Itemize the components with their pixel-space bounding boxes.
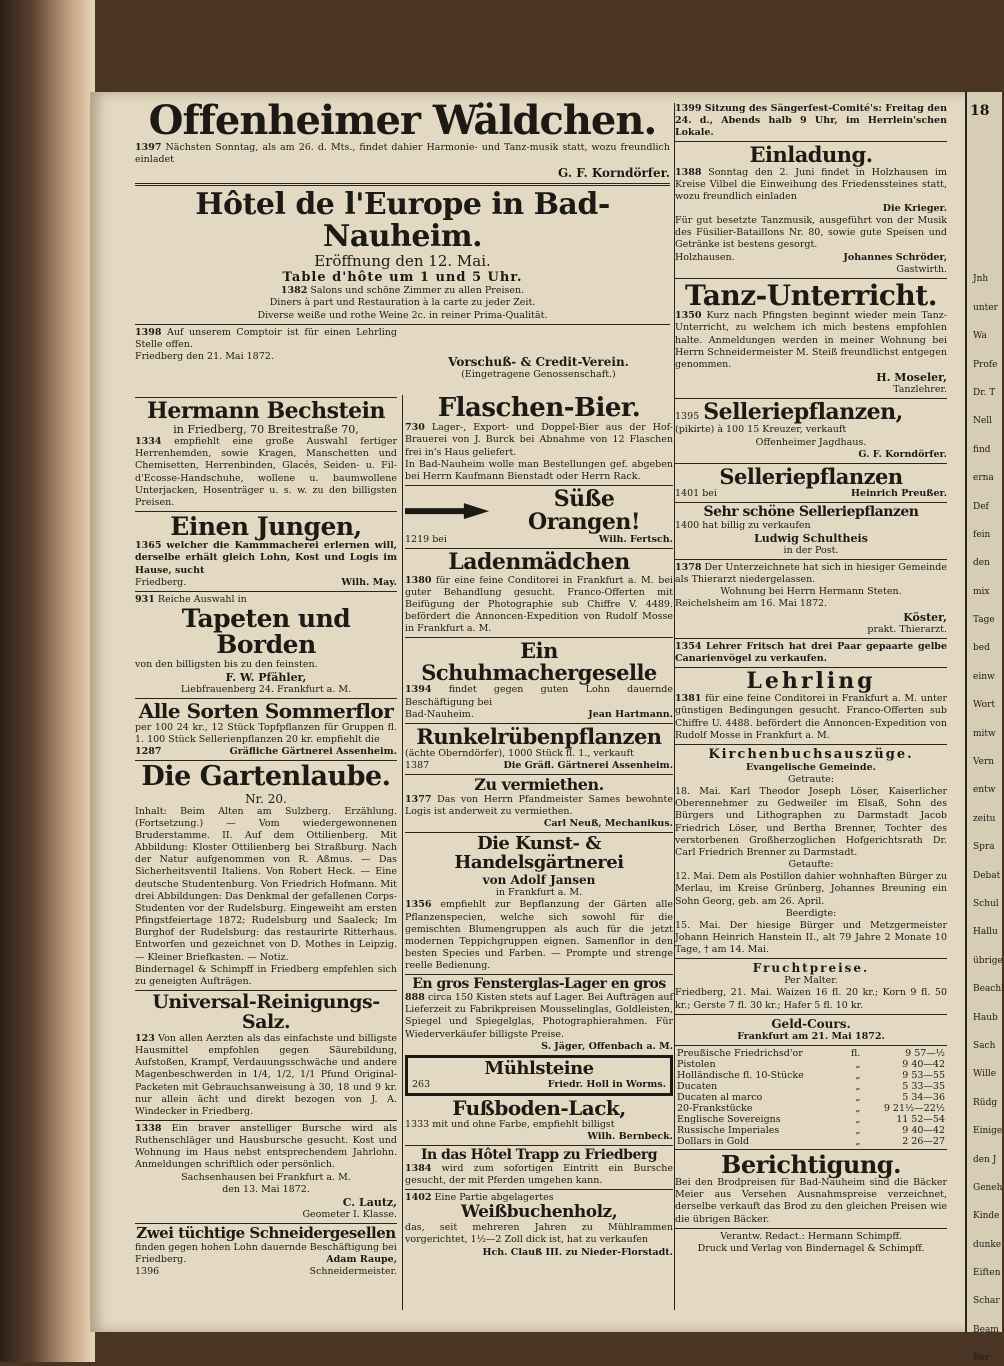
ad-place: Holzhausen. (675, 251, 735, 263)
facing-page-fragment: Tage (973, 615, 995, 626)
facing-page-fragment: dunke (973, 1239, 1002, 1250)
ad-text: Nächsten Sonntag, als am 26. d. Mts., findet dahier Harmonie- und Tanz-musik statt, wozu freundlich einladet (135, 142, 670, 166)
ad-place: Friedberg. (135, 576, 187, 588)
facing-page-fragment: unter (973, 302, 998, 313)
imprint-line: Druck und Verlag von Bindernagel & Schimpff. (697, 1242, 925, 1254)
facing-page-fragment: Beachl (973, 984, 1004, 995)
facing-page-fragment: Eiften (973, 1268, 1001, 1279)
ad-line: Table d'hôte um 1 und 5 Uhr. (282, 270, 523, 286)
ad-text: Von allen Aerzten als das einfachste und billigste Hausmittel empfohlen gegen Säurebildung, Aufstoßen, Krampf, Verdauungsschwäche und andere Magenbeschwerden in 1/4, 1/2, 1/1 Pfund Original-Packeten mit Gebrauchsanweisung à 30, 18 und 9 kr. nur allein ächt und direkt bezogen von J. A. Windecker in Friedberg. (135, 1032, 397, 1117)
ad-title: Flaschen-Bier. (437, 393, 641, 423)
ad-title: Runkelrübenpflanzen (416, 723, 662, 749)
exchange-rate-row (675, 1103, 947, 1114)
facing-page-fragment: Beam (973, 1324, 999, 1335)
column-rule (402, 395, 403, 1310)
currency-name: Pistolen (677, 1058, 716, 1070)
currency-name: Holländische fl. 10-Stücke (677, 1069, 804, 1081)
ad-text: hat billig zu verkaufen (702, 519, 811, 531)
ad-role: Schneidermeister. (309, 1266, 397, 1278)
exchange-rate-row (675, 1125, 947, 1136)
ad-subtitle: in Frankfurt a. M. (495, 887, 583, 899)
ad-number: 1400 (675, 519, 700, 531)
ad-text: empfiehlt zur Bepflanzung der Gärten alle Pflanzenspecien, welche sich sowohl für die gemischten Blumengruppen als auch für die jetzt modernen Teppichgruppen eignen. Samenflor in den besten Species und Farben. — Prompte und strenge reelle Bedienung. (405, 899, 673, 972)
exchange-rate-row (675, 1059, 947, 1070)
ad-signature: Friedr. Holl in Worms. (547, 1078, 666, 1090)
ad-text: Lehrer Fritsch hat drei Paar gepaarte gelbe Canarienvögel zu verkaufen. (675, 640, 947, 664)
ad-title: Berichtigung. (721, 1149, 901, 1179)
currency-name: Ducaten al marco (677, 1091, 763, 1103)
ad-text: bei (702, 487, 717, 499)
facing-page-fragment: Hallu (973, 927, 998, 938)
ad-text: Ein braver anstelliger Bursche wird als Ruthenschläger und Hausbursche gesucht. Kost und Wohnung im Haus nebst entsprechendem Jahrlohn. Anmeldungen schriftlich oder persönlich. (135, 1123, 397, 1171)
ad-number: 1338 (135, 1123, 162, 1134)
facing-page-fragment: mix (973, 586, 990, 597)
ad-title: Weißbuchenholz, (460, 1202, 618, 1223)
ad-text: Sonntag den 2. Juni findet in Holzhausen im Kreise Vilbel die Einweihung des Friedenssteines statt, wozu freundlich einladen (675, 166, 947, 202)
top-wide-column (135, 97, 670, 380)
facing-page-fragment: Wa (973, 331, 987, 342)
currency-unit: „ (855, 1113, 861, 1125)
ad-text: Auf unserem Comptoir ist für einen Lehrling Stelle offen. (135, 326, 397, 350)
ad-number: 931 (135, 593, 155, 605)
ad-text: Wohnung bei Herrn Hermann Steten. (720, 586, 902, 598)
ad-number: 888 (405, 992, 425, 1004)
ad-text: (ächte Oberndörfer), 1000 Stück fl. 1., verkauft (405, 747, 634, 759)
ad-role: prakt. Thierarzt. (867, 623, 947, 635)
ad-text: In Bad-Nauheim wolle man Bestellungen gef. abgeben bei Herrn Kaufmann Bienstadt oder Herrn Rack. (405, 458, 673, 482)
ad-number: 1333 (405, 1118, 430, 1130)
ad-text: empfiehlt eine große Auswahl fertiger Herrenhemden, sowie Kragen, Manschetten und Chemisetten, Herrenbinden, Glacés, Seiden- u. Fil-d'Ecosse-Handschuhe, wollene u. baumwollene Unterjacken, Hosenträger u. s. w. zu den billigsten Preisen. (135, 436, 397, 508)
facing-page-edge (965, 92, 1004, 1364)
currency-unit: „ (855, 1124, 861, 1136)
ad-number: 1397 (135, 142, 162, 153)
facing-page-fragment: Kinde (973, 1211, 1000, 1222)
section-text: 12. Mai. Dem als Postillon dahier wohnhaften Bürger zu Merlau, im Kreise Grünberg, Johannes Breuning ein Sohn Georg, geb. am 26. April. (675, 871, 947, 907)
ad-title: In das Hôtel Trapp zu Friedberg (420, 1147, 658, 1164)
facing-page-fragment: Ber (973, 1353, 990, 1364)
ad-line: Diverse weiße und rothe Weine 2c. in reiner Prima-Qualität. (257, 309, 548, 321)
ad-text: Inhalt: Beim Alten am Sulzberg. Erzählung. (Fortsetzung.) — Vom wiedergewonnenen Bruderstamme. II. Auf dem Ottilienberg. Mit Abbildung: Kloster Ottilienberg bei Straßburg. Nach der Natur aufgenommen von R. Aßmus. — Das Sicherheitsventil Italiens. Von Robert Heck. — Eine deutsche Studentenburg. Von Friedrich Hofmann. Mit drei Abbildungen: Das Denkmal der gefallenen Corps-Studenten vor der Rudelsburg. Eingeweiht am ersten Pfingstfeiertage 1872; Rudelsburg und Saaleck; Im Burghof der Rudelsburg: das restaurirte Ritterhaus. Entworfen und gezeichnet von D. Mothes in Leipzig. — Kleiner Briefkasten. — Notiz. (135, 805, 397, 963)
currency-value: 5 34—36 (902, 1091, 945, 1103)
ad-text: bei (432, 534, 447, 546)
ad-number: 1287 (135, 746, 162, 758)
ad-title: Ladenmädchen (448, 549, 630, 576)
ad-footer: Bindernagel & Schimpff in Friedberg empfehlen sich zu geneigten Aufträgen. (135, 963, 397, 987)
ad-signature: H. Moseler, (876, 371, 947, 385)
ad-place: Sachsenhausen bei Frankfurt a. M. (181, 1171, 351, 1183)
ad-number: 1395 (675, 411, 700, 423)
ad-place: Offenheimer Jagdhaus. (755, 436, 867, 448)
pointing-hand-icon (405, 501, 489, 521)
ad-number: 1382 (280, 285, 308, 297)
currency-value: 9 40—42 (902, 1058, 945, 1070)
facing-page-fragment: Profe (973, 359, 998, 370)
ad-signature: Ludwig Schultheis (754, 531, 868, 545)
currency-unit: fl. (850, 1047, 861, 1059)
facing-page-fragment: fein (973, 529, 991, 540)
ad-number: 263 (412, 1078, 431, 1090)
ad-box (405, 1055, 673, 1096)
ad-number: 1354 (675, 640, 702, 652)
ad-title: Die Kunst- & Handelsgärtnerei (454, 833, 624, 874)
facing-page-fragment: Vern (973, 757, 995, 768)
ad-title: Fußboden-Lack, (452, 1095, 626, 1120)
currency-value: 2 26—27 (902, 1135, 945, 1147)
ad-subtitle: von Adolf Jansen (482, 873, 596, 888)
ad-signature-sub: (Eingetragene Genossenschaft.) (461, 369, 616, 380)
ad-subtitle: in Friedberg, 70 Breitestraße 70, (173, 423, 359, 437)
section-text: Friedberg, 21. Mai. Waizen 16 fl. 20 kr.; Korn 9 fl. 50 kr.; Gerste 7 fl. 30 kr.; Hafer 5 fl. 10 kr. (675, 987, 947, 1011)
ad-signature: Wilh. Bernbeck. (587, 1131, 673, 1143)
ad-title: En gros Fensterglas-Lager en gros (412, 976, 666, 993)
ad-text: Das von Herrn Pfandmeister Sames bewohnte Logis ist anderweit zu vermiethen. (405, 794, 673, 818)
facing-page-fragment: entw (973, 785, 996, 796)
ad-line: Salons und schöne Zimmer zu allen Preisen. (310, 285, 525, 297)
ad-subtitle: in der Post. (783, 544, 839, 556)
ad-number: 1401 (675, 487, 700, 499)
facing-page-fragment: einw (973, 671, 995, 682)
currency-value: 5 33—35 (902, 1080, 945, 1092)
ad-signature: Die Gräfl. Gärtnerei Assenheim. (503, 760, 673, 772)
ad-title: Zu vermiethen. (474, 775, 604, 795)
ad-role: Tanzlehrer. (893, 384, 947, 396)
ad-text: welcher die Kammmacherei erlernen will, derselbe erhält gleich Lohn, Kost und Logis im Hause, sucht (135, 540, 397, 576)
facing-page-fragment: übrige (973, 955, 1003, 966)
ad-signature: Wilh. Fertsch. (598, 534, 673, 546)
ad-title: Tapeten und Borden (181, 604, 351, 660)
ad-text: Eine Partie abgelagertes (434, 1192, 554, 1204)
currency-unit: „ (855, 1058, 861, 1070)
ad-number: 1219 (405, 534, 430, 546)
currency-value: 9 53—55 (902, 1069, 945, 1081)
facing-page-fragment: erna (973, 473, 994, 484)
ad-number: 1402 (405, 1192, 432, 1204)
ad-subtitle: Nr. 20. (245, 791, 287, 806)
ad-title: Sehr schöne Selleriepflanzen (703, 504, 919, 521)
ad-signature: Adam Raupe, (326, 1254, 397, 1265)
currency-name: 20-Frankstücke (677, 1102, 753, 1114)
section-title: Fruchtpreise. (752, 961, 870, 976)
ad-text: Für gut besetzte Tanzmusik, ausgeführt von der Musik des Füsilier-Bataillons Nr. 80, sowie gute Speisen und Getränke ist bestens gesorgt. (675, 215, 947, 251)
ad-text: für eine feine Conditorei in Frankfurt a. M. unter günstigen Bedingungen gesucht. Franco-Offerten sub Chiffre U. 4488. befördert die Annoncen-Expedition von Rudolf Mosse in Frankfurt a. M. (675, 693, 947, 741)
ad-signature: Wilh. May. (341, 576, 397, 588)
ad-number: 1384 (405, 1162, 432, 1174)
ad-title: Ein Schuhmachergeselle (421, 638, 657, 686)
left-column (135, 395, 397, 1278)
exchange-rate-row (675, 1048, 947, 1059)
facing-page-fragment: Dr. T (973, 387, 996, 398)
exchange-rate-row (675, 1114, 947, 1125)
ad-title: Einen Jungen, (170, 512, 362, 542)
page-number: 18 (970, 103, 990, 119)
facing-page-fragment: Geneh (973, 1182, 1003, 1193)
ad-signature: Hch. Clauß III. zu Nieder-Florstadt. (482, 1246, 673, 1258)
currency-value: 11 52—54 (896, 1113, 945, 1125)
ad-number: 1399 (675, 103, 702, 114)
ad-signature: Carl Neuß, Mechanikus. (543, 818, 673, 830)
ad-text: für eine feine Conditorei in Frankfurt a. M. bei guter Behandlung gesucht. Franco-Offerten mit Beifügung der Photographie sub Chiffre V. 4489. befördert die Annoncen-Expedition von Rudolf Mosse in Frankfurt a. M. (405, 574, 673, 635)
section-text: 18. Mai. Karl Theodor Joseph Löser, Kaiserlicher Oberennehmer zu Gedweiler im Elsaß, Sohn des Bürgers und Lithographen zu Darmstadt Jacob Friedrich Löser, und Bertha Brenner, Tochter des verstorbenen Großherzoglichen Hofgerichtsrath Dr. Carl Friedrich Brenner zu Darmstadt. (675, 786, 947, 858)
ad-place: Bad-Nauheim. (405, 708, 474, 720)
ad-number: 123 (135, 1032, 155, 1044)
ad-title: Einladung. (749, 142, 873, 168)
ad-number: 1350 (675, 310, 702, 322)
currency-name: Preußische Friedrichsd'or (677, 1047, 803, 1059)
imprint-line: Verantw. Redact.: Hermann Schimpff. (720, 1230, 902, 1242)
section-subtitle: Per Malter. (784, 975, 838, 987)
ad-text: Lager-, Export- und Doppel-Bier aus der Hof-Brauerei von J. Burck bei Abnahme von 12 Flaschen frei in's Haus geliefert. (405, 422, 673, 458)
ad-number: 1365 (135, 540, 162, 552)
currency-value: 9 57—½ (905, 1047, 945, 1059)
ad-signature: S. Jäger, Offenbach a. M. (541, 1040, 673, 1052)
ad-signature: C. Lautz, (342, 1195, 397, 1209)
facing-page-fragment: Wille (973, 1069, 997, 1080)
currency-unit: „ (855, 1091, 861, 1103)
ad-place: Friedberg. (135, 1254, 187, 1265)
section-subtitle: Frankfurt am 21. Mai 1872. (737, 1030, 885, 1042)
ad-title: Selleriepflanzen (719, 463, 903, 489)
ad-text: findet gegen guten Lohn dauernde Beschäftigung bei (405, 684, 673, 708)
currency-name: Russische Imperiales (677, 1124, 780, 1136)
ad-title: Selleriepflanzen, (703, 399, 903, 426)
ad-number: 1396 (135, 1266, 160, 1278)
ad-text: per 100 24 kr., 12 Stück Topfpflanzen für Gruppen fl. 1. 100 Stück Sellerienpflanzen 20 kr. empfiehlt die (135, 721, 397, 746)
currency-unit: „ (855, 1135, 861, 1147)
facing-page-fragment: den J (973, 1154, 997, 1165)
facing-page-fragment: Jnh (973, 274, 989, 285)
ad-number: 1381 (675, 693, 702, 705)
section-text: 15. Mai. Der hiesige Bürger und Metzgermeister Johann Heinrich Hanstein II., alt 79 Jahre 2 Monate 10 Tage, † am 14. Mai. (675, 919, 947, 956)
ad-place: Reichelsheim am 16. Mai 1872. (675, 598, 828, 610)
facing-page-fragments (967, 272, 1002, 1365)
ad-text: (pikirte) à 100 15 Kreuzer, verkauft (675, 424, 847, 436)
ad-signature: G. F. Korndörfer. (858, 448, 947, 460)
ad-title: Die Gartenlaube. (141, 761, 391, 793)
section-subtitle: Evangelische Gemeinde. (746, 761, 876, 773)
ad-signature: Die Krieger. (882, 202, 947, 214)
facing-page-fragment: zeitu (973, 813, 996, 824)
ad-text: von den billigsten bis zu den feinsten. (135, 658, 318, 670)
ad-number: 1378 (675, 562, 702, 574)
currency-name: Dollars in Gold (677, 1135, 750, 1147)
ad-signature: Vorschuß- & Credit-Verein. (448, 355, 629, 369)
ad-text: circa 150 Kisten stets auf Lager. Bei Aufträgen auf Lieferzeit zu Fabrikpreisen Mousselinglas, Goldleisten, Spiegel und Spiegelglas, Photographierahmen. Für Wiederverkäufer billigste Preise. (405, 992, 673, 1040)
facing-page-fragment: bed (973, 643, 990, 654)
ad-signature: Gräfliche Gärtnerei Assenheim. (229, 746, 397, 758)
currency-value: 9 40—42 (902, 1124, 945, 1136)
ad-text: Reiche Auswahl in (157, 593, 247, 605)
currency-value: 9 21½—22½ (883, 1102, 945, 1114)
ad-text: das, seit mehreren Jahren zu Mühlrammen vorgerichtet, 1½—2 Zoll dick ist, hat zu verkaufen (405, 1222, 673, 1246)
ad-text: Der Unterzeichnete hat sich in hiesiger Gemeinde als Thierarzt niedergelassen. (675, 562, 947, 586)
section-title: Kirchenbuchsauszüge. (708, 746, 914, 762)
ad-title: Zwei tüchtige Schneidergesellen (136, 1224, 396, 1243)
currency-unit: „ (855, 1102, 861, 1114)
facing-page-fragment: Nell (973, 416, 992, 427)
ad-text: Bei den Brodpreisen für Bad-Nauheim sind die Bäcker Meier aus Versehen Ausnahmspreise verzeichnet, derselbe verkauft das Brod zu den gleichen Preisen wie die übrigen Bäcker. (675, 1177, 947, 1225)
ad-role: Gastwirth. (896, 263, 947, 275)
right-column (675, 103, 947, 1255)
facing-page-fragment: Einige (973, 1126, 1003, 1137)
facing-page-fragment: Spra (973, 842, 995, 853)
ad-text: wird zum sofortigen Eintritt ein Bursche gesucht, der mit Pferden umgehen kann. (405, 1162, 673, 1187)
facing-page-fragment: Rüdg (973, 1097, 998, 1108)
ad-title: Offenheimer Wäldchen. (148, 97, 657, 144)
facing-page-fragment: Haub (973, 1012, 998, 1023)
book-spine (0, 0, 95, 1362)
currency-unit: „ (855, 1080, 861, 1092)
ad-signature: F. W. Pfähler, (225, 670, 307, 684)
ad-number: 730 (405, 422, 425, 434)
ad-number: 1394 (405, 684, 432, 696)
ad-signature: G. F. Korndörfer. (558, 166, 670, 181)
ad-number: 1388 (675, 166, 702, 178)
ad-title: Lehrling (746, 668, 876, 695)
ad-number: 1334 (135, 436, 162, 448)
facing-page-fragment: find (973, 444, 991, 455)
ad-date: den 13. Mai 1872. (222, 1183, 310, 1195)
facing-page-fragment: Def (973, 501, 989, 512)
ad-signature: Jean Hartmann. (588, 708, 673, 720)
section-heading: Beerdigte: (785, 907, 837, 919)
facing-page-fragment: Wort (973, 700, 995, 711)
facing-page-fragment: Debat (973, 870, 1001, 881)
ad-signature: Johannes Schröder, (843, 251, 947, 263)
facing-page-fragment: Schul (973, 898, 999, 909)
ad-line: Diners à part und Restauration à la carte zu jeder Zeit. (269, 297, 536, 309)
ad-title: Alle Sorten Sommerflor (138, 698, 394, 723)
middle-column (405, 355, 673, 1259)
ad-title: Hôtel de l'Europe in Bad-Nauheim. (195, 187, 610, 254)
exchange-rate-row (675, 1070, 947, 1081)
ad-number: 1356 (405, 899, 432, 911)
facing-page-fragment: mitw (973, 728, 996, 739)
ad-text: finden gegen hohen Lohn dauernde Beschäftigung bei (135, 1241, 397, 1253)
exchange-rate-row (675, 1081, 947, 1092)
ad-title: Süße Orangen! (528, 486, 641, 536)
ad-subtitle: Eröffnung den 12. Mai. (314, 252, 491, 271)
ad-title: Mühlsteine (484, 1057, 594, 1079)
ad-title: Tanz-Unterricht. (685, 278, 937, 312)
section-heading: Getaufte: (788, 859, 834, 871)
section-heading: Getraute: (788, 773, 834, 785)
ad-text: Sitzung des Sängerfest-Comité's: Freitag den 24. d., Abends halb 9 Uhr, im Herrlein'schen Lokale. (675, 103, 947, 139)
facing-page-fragment: Schar (973, 1296, 1000, 1307)
ad-text: mit und ohne Farbe, empfiehlt billigst (432, 1118, 615, 1130)
ad-title: Hermann Bechstein (147, 398, 385, 424)
section-title: Geld-Cours. (771, 1016, 851, 1031)
ad-number: 1387 (405, 760, 430, 772)
facing-page-fragment: Sach (973, 1040, 996, 1051)
ad-text: Kurz nach Pfingsten beginnt wieder mein Tanz-Unterricht, zu welchem ich mich bestens empfohlen halte. Anmeldungen werden in meiner Wohnung bei Herrn Schneidermeister M. Steiß freundlichst entgegen genommen. (675, 310, 947, 370)
ad-number: 1398 (135, 326, 162, 338)
ad-signature: Köster, (903, 610, 947, 624)
exchange-rate-table (675, 1048, 947, 1147)
ad-number: 1380 (405, 574, 432, 586)
exchange-rate-row (675, 1136, 947, 1147)
facing-page-fragment: den (973, 558, 990, 569)
ad-signature: Heinrich Preußer. (851, 487, 947, 499)
ad-role: Geometer I. Klasse. (302, 1208, 397, 1220)
ad-place: Friedberg den 21. Mai 1872. (135, 351, 274, 363)
ad-number: 1377 (405, 794, 432, 806)
ad-title: Universal-Reinigungs-Salz. (152, 991, 380, 1033)
ad-address: Liebfrauenberg 24. Frankfurt a. M. (180, 683, 352, 695)
currency-name: Ducaten (677, 1080, 718, 1092)
currency-unit: „ (855, 1069, 861, 1081)
exchange-rate-row (675, 1092, 947, 1103)
currency-name: Englische Sovereigns (677, 1113, 781, 1125)
